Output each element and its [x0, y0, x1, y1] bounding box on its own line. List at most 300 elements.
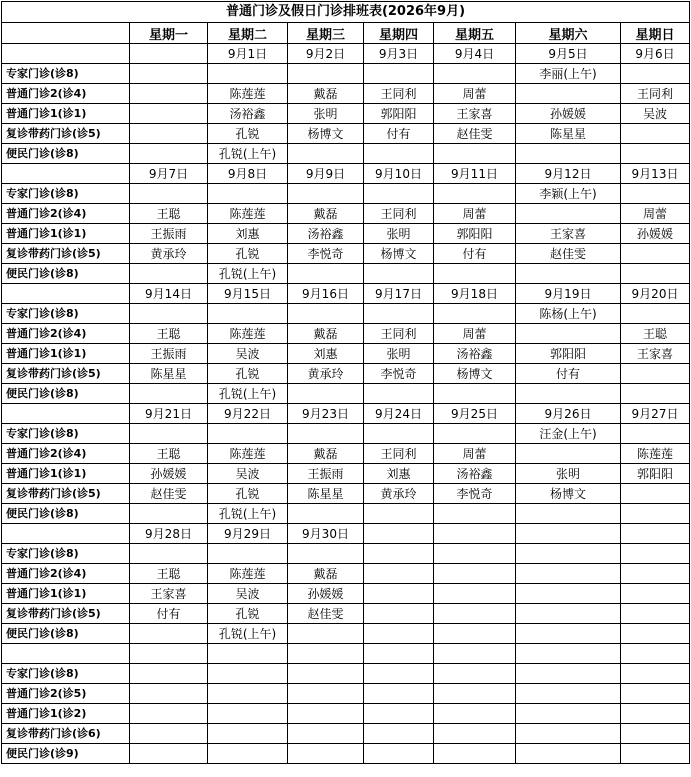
doctor-cell [130, 724, 208, 744]
doctor-cell: 张明 [516, 464, 621, 484]
doctor-cell: 张明 [364, 224, 434, 244]
doctor-cell [364, 264, 434, 284]
doctor-cell: 陈杨(上午) [516, 304, 621, 324]
doctor-cell: 张明 [288, 104, 364, 124]
date-cell [288, 644, 364, 664]
date-row [2, 404, 690, 424]
doctor-cell [288, 724, 364, 744]
doctor-cell [208, 424, 288, 444]
date-row-label [2, 284, 130, 304]
clinic-label: 复诊带药门诊(诊5) [2, 124, 130, 144]
doctor-cell [621, 544, 690, 564]
doctor-cell [288, 64, 364, 84]
doctor-cell [621, 604, 690, 624]
date-cell: 9月18日 [434, 284, 516, 304]
date-cell: 9月27日 [621, 404, 690, 424]
doctor-cell: 王聪 [130, 564, 208, 584]
doctor-cell [130, 144, 208, 164]
doctor-cell [364, 144, 434, 164]
doctor-cell [208, 184, 288, 204]
date-row-label [2, 164, 130, 184]
schedule-row [2, 564, 690, 584]
schedule-row [2, 344, 690, 364]
doctor-cell [621, 584, 690, 604]
date-cell: 9月29日 [208, 524, 288, 544]
schedule-row [2, 264, 690, 284]
doctor-cell: 黄承玲 [130, 244, 208, 264]
doctor-cell [130, 504, 208, 524]
doctor-cell: 王家喜 [516, 224, 621, 244]
date-cell: 9月10日 [364, 164, 434, 184]
doctor-cell [288, 264, 364, 284]
doctor-cell: 杨博文 [288, 124, 364, 144]
date-cell [434, 644, 516, 664]
clinic-label: 普通门诊2(诊5) [2, 684, 130, 704]
doctor-cell [130, 124, 208, 144]
schedule-row [2, 684, 690, 704]
weekday-header: 星期二 [208, 23, 288, 44]
doctor-cell [516, 564, 621, 584]
date-row [2, 524, 690, 544]
doctor-cell: 王聪 [621, 324, 690, 344]
doctor-cell [208, 304, 288, 324]
date-cell [621, 644, 690, 664]
date-cell: 9月4日 [434, 44, 516, 64]
doctor-cell: 陈莲莲 [621, 444, 690, 464]
doctor-cell [621, 64, 690, 84]
date-cell: 9月23日 [288, 404, 364, 424]
clinic-label: 普通门诊1(诊1) [2, 104, 130, 124]
doctor-cell: 吴波 [208, 464, 288, 484]
date-cell [364, 644, 434, 664]
doctor-cell: 孔锐(上午) [208, 504, 288, 524]
doctor-cell [516, 544, 621, 564]
date-cell: 9月9日 [288, 164, 364, 184]
doctor-cell [621, 724, 690, 744]
date-cell [130, 644, 208, 664]
doctor-cell [621, 664, 690, 684]
corner-cell [2, 23, 130, 44]
doctor-cell [434, 144, 516, 164]
date-cell: 9月28日 [130, 524, 208, 544]
doctor-cell [130, 684, 208, 704]
doctor-cell [621, 424, 690, 444]
doctor-cell [434, 264, 516, 284]
doctor-cell [434, 584, 516, 604]
date-cell: 9月25日 [434, 404, 516, 424]
doctor-cell [288, 504, 364, 524]
doctor-cell: 孙媛媛 [621, 224, 690, 244]
doctor-cell [434, 744, 516, 764]
schedule-row [2, 744, 690, 764]
doctor-cell: 刘惠 [288, 344, 364, 364]
doctor-cell: 赵佳雯 [434, 124, 516, 144]
schedule-row [2, 604, 690, 624]
schedule-row [2, 704, 690, 724]
doctor-cell [130, 264, 208, 284]
schedule-row [2, 364, 690, 384]
schedule-row [2, 144, 690, 164]
doctor-cell: 汪金(上午) [516, 424, 621, 444]
schedule-row [2, 584, 690, 604]
doctor-cell [364, 424, 434, 444]
doctor-cell [516, 264, 621, 284]
doctor-cell [364, 64, 434, 84]
doctor-cell: 陈星星 [516, 124, 621, 144]
doctor-cell [364, 604, 434, 624]
doctor-cell: 周蕾 [434, 444, 516, 464]
date-cell: 9月16日 [288, 284, 364, 304]
doctor-cell [516, 324, 621, 344]
clinic-label: 普通门诊1(诊1) [2, 344, 130, 364]
doctor-cell: 陈莲莲 [208, 564, 288, 584]
date-cell: 9月7日 [130, 164, 208, 184]
date-cell: 9月30日 [288, 524, 364, 544]
date-row [2, 164, 690, 184]
doctor-cell [621, 564, 690, 584]
doctor-cell: 王家喜 [434, 104, 516, 124]
doctor-cell [516, 584, 621, 604]
schedule-row [2, 724, 690, 744]
doctor-cell [288, 624, 364, 644]
doctor-cell [434, 624, 516, 644]
doctor-cell [516, 144, 621, 164]
doctor-cell: 孔锐(上午) [208, 624, 288, 644]
doctor-cell: 付有 [130, 604, 208, 624]
doctor-cell: 杨博文 [434, 364, 516, 384]
schedule-row [2, 624, 690, 644]
schedule-row [2, 124, 690, 144]
schedule-row [2, 304, 690, 324]
doctor-cell: 王聪 [130, 444, 208, 464]
schedule-row [2, 84, 690, 104]
doctor-cell [130, 384, 208, 404]
doctor-cell [364, 384, 434, 404]
date-cell [516, 524, 621, 544]
date-cell: 9月14日 [130, 284, 208, 304]
date-cell [208, 644, 288, 664]
doctor-cell: 戴磊 [288, 564, 364, 584]
clinic-label: 普通门诊1(诊1) [2, 584, 130, 604]
date-row-label [2, 404, 130, 424]
clinic-label: 普通门诊2(诊4) [2, 444, 130, 464]
doctor-cell: 郭阳阳 [364, 104, 434, 124]
doctor-cell [288, 684, 364, 704]
date-cell: 9月22日 [208, 404, 288, 424]
doctor-cell: 王振雨 [130, 344, 208, 364]
doctor-cell [434, 184, 516, 204]
date-cell: 9月24日 [364, 404, 434, 424]
doctor-cell [130, 704, 208, 724]
date-cell: 9月15日 [208, 284, 288, 304]
date-row [2, 284, 690, 304]
doctor-cell [621, 144, 690, 164]
schedule-row [2, 244, 690, 264]
clinic-label: 专家门诊(诊8) [2, 544, 130, 564]
date-cell [516, 644, 621, 664]
doctor-cell [434, 64, 516, 84]
doctor-cell: 李颖(上午) [516, 184, 621, 204]
doctor-cell: 孔锐(上午) [208, 264, 288, 284]
doctor-cell: 汤裕鑫 [288, 224, 364, 244]
doctor-cell [516, 624, 621, 644]
clinic-label: 复诊带药门诊(诊5) [2, 604, 130, 624]
doctor-cell [288, 184, 364, 204]
schedule-row [2, 204, 690, 224]
doctor-cell [434, 604, 516, 624]
date-cell: 9月21日 [130, 404, 208, 424]
weekday-header: 星期五 [434, 23, 516, 44]
doctor-cell [516, 604, 621, 624]
clinic-label: 普通门诊1(诊2) [2, 704, 130, 724]
doctor-cell: 戴磊 [288, 324, 364, 344]
doctor-cell: 王同利 [364, 444, 434, 464]
doctor-cell: 孔锐 [208, 124, 288, 144]
doctor-cell: 周蕾 [434, 324, 516, 344]
date-cell: 9月26日 [516, 404, 621, 424]
doctor-cell [208, 544, 288, 564]
doctor-cell [208, 704, 288, 724]
doctor-cell [130, 64, 208, 84]
doctor-cell [288, 144, 364, 164]
doctor-cell: 孙媛媛 [288, 584, 364, 604]
doctor-cell: 王同利 [364, 84, 434, 104]
doctor-cell [130, 624, 208, 644]
doctor-cell [434, 684, 516, 704]
doctor-cell: 王同利 [364, 324, 434, 344]
doctor-cell [516, 664, 621, 684]
schedule-row [2, 184, 690, 204]
doctor-cell: 孙媛媛 [130, 464, 208, 484]
schedule-row [2, 664, 690, 684]
date-cell: 9月20日 [621, 284, 690, 304]
doctor-cell [621, 744, 690, 764]
doctor-cell [621, 684, 690, 704]
doctor-cell [621, 184, 690, 204]
clinic-label: 专家门诊(诊8) [2, 184, 130, 204]
doctor-cell: 王家喜 [621, 344, 690, 364]
doctor-cell [516, 724, 621, 744]
doctor-cell: 周蕾 [434, 204, 516, 224]
doctor-cell: 李悦奇 [364, 364, 434, 384]
doctor-cell [364, 504, 434, 524]
doctor-cell [621, 364, 690, 384]
doctor-cell: 陈莲莲 [208, 444, 288, 464]
doctor-cell: 黄承玲 [364, 484, 434, 504]
clinic-label: 复诊带药门诊(诊5) [2, 484, 130, 504]
doctor-cell [364, 684, 434, 704]
schedule-row [2, 64, 690, 84]
doctor-cell: 吴波 [621, 104, 690, 124]
doctor-cell: 付有 [434, 244, 516, 264]
doctor-cell: 孔锐 [208, 364, 288, 384]
schedule-row [2, 544, 690, 564]
doctor-cell: 周蕾 [621, 204, 690, 224]
doctor-cell [130, 424, 208, 444]
clinic-label: 便民门诊(诊8) [2, 144, 130, 164]
clinic-label: 普通门诊2(诊4) [2, 84, 130, 104]
doctor-cell: 孔锐(上午) [208, 384, 288, 404]
schedule-row [2, 224, 690, 244]
doctor-cell: 赵佳雯 [288, 604, 364, 624]
date-cell: 9月5日 [516, 44, 621, 64]
doctor-cell: 戴磊 [288, 204, 364, 224]
doctor-cell: 吴波 [208, 584, 288, 604]
doctor-cell: 黄承玲 [288, 364, 364, 384]
schedule-row [2, 484, 690, 504]
doctor-cell: 孔锐 [208, 604, 288, 624]
doctor-cell: 陈莲莲 [208, 204, 288, 224]
doctor-cell [621, 704, 690, 724]
clinic-label: 便民门诊(诊8) [2, 384, 130, 404]
doctor-cell: 孔锐 [208, 484, 288, 504]
schedule-row [2, 104, 690, 124]
date-row-label [2, 44, 130, 64]
doctor-cell [434, 664, 516, 684]
doctor-cell [434, 504, 516, 524]
doctor-cell: 王振雨 [288, 464, 364, 484]
doctor-cell [516, 384, 621, 404]
date-cell [434, 524, 516, 544]
doctor-cell: 王振雨 [130, 224, 208, 244]
doctor-cell [288, 544, 364, 564]
doctor-cell [288, 304, 364, 324]
doctor-cell: 汤裕鑫 [434, 464, 516, 484]
schedule-table [1, 1, 690, 764]
doctor-cell [621, 484, 690, 504]
doctor-cell: 刘惠 [208, 224, 288, 244]
doctor-cell: 孔锐 [208, 244, 288, 264]
date-cell: 9月12日 [516, 164, 621, 184]
clinic-label: 专家门诊(诊8) [2, 304, 130, 324]
doctor-cell [516, 684, 621, 704]
doctor-cell [288, 744, 364, 764]
doctor-cell [208, 684, 288, 704]
doctor-cell [364, 664, 434, 684]
date-cell: 9月13日 [621, 164, 690, 184]
doctor-cell [364, 704, 434, 724]
schedule-row [2, 324, 690, 344]
doctor-cell [130, 104, 208, 124]
doctor-cell [434, 304, 516, 324]
doctor-cell: 孙媛媛 [516, 104, 621, 124]
doctor-cell [364, 724, 434, 744]
doctor-cell: 郭阳阳 [621, 464, 690, 484]
clinic-label: 便民门诊(诊8) [2, 504, 130, 524]
doctor-cell: 王聪 [130, 324, 208, 344]
doctor-cell [621, 384, 690, 404]
doctor-cell [364, 744, 434, 764]
doctor-cell [516, 704, 621, 724]
doctor-cell [288, 664, 364, 684]
date-cell [130, 44, 208, 64]
schedule-row [2, 464, 690, 484]
doctor-cell [434, 544, 516, 564]
doctor-cell: 赵佳雯 [516, 244, 621, 264]
date-row-label [2, 644, 130, 664]
doctor-cell [434, 704, 516, 724]
clinic-label: 复诊带药门诊(诊6) [2, 724, 130, 744]
clinic-label: 专家门诊(诊8) [2, 424, 130, 444]
doctor-cell: 李悦奇 [434, 484, 516, 504]
date-row-label [2, 524, 130, 544]
schedule-row [2, 504, 690, 524]
date-cell: 9月6日 [621, 44, 690, 64]
doctor-cell [516, 504, 621, 524]
clinic-label: 专家门诊(诊8) [2, 664, 130, 684]
date-cell [364, 524, 434, 544]
weekday-header: 星期一 [130, 23, 208, 44]
doctor-cell: 郭阳阳 [516, 344, 621, 364]
schedule-row [2, 424, 690, 444]
doctor-cell: 王同利 [621, 84, 690, 104]
doctor-cell [364, 584, 434, 604]
doctor-cell: 付有 [516, 364, 621, 384]
doctor-cell [208, 664, 288, 684]
doctor-cell [434, 384, 516, 404]
clinic-label: 普通门诊2(诊4) [2, 564, 130, 584]
doctor-cell: 陈莲莲 [208, 324, 288, 344]
table-title: 普通门诊及假日门诊排班表(2026年9月) [2, 2, 690, 23]
doctor-cell [364, 624, 434, 644]
doctor-cell [621, 244, 690, 264]
weekday-header: 星期四 [364, 23, 434, 44]
doctor-cell [130, 744, 208, 764]
date-cell: 9月17日 [364, 284, 434, 304]
doctor-cell: 张明 [364, 344, 434, 364]
doctor-cell: 赵佳雯 [130, 484, 208, 504]
doctor-cell [288, 384, 364, 404]
doctor-cell: 周蕾 [434, 84, 516, 104]
doctor-cell: 杨博文 [364, 244, 434, 264]
doctor-cell: 吴波 [208, 344, 288, 364]
doctor-cell: 王同利 [364, 204, 434, 224]
clinic-label: 复诊带药门诊(诊5) [2, 244, 130, 264]
doctor-cell [364, 184, 434, 204]
clinic-label: 专家门诊(诊8) [2, 64, 130, 84]
date-cell: 9月8日 [208, 164, 288, 184]
doctor-cell: 付有 [364, 124, 434, 144]
doctor-cell [434, 564, 516, 584]
schedule-row [2, 444, 690, 464]
doctor-cell [621, 264, 690, 284]
doctor-cell [516, 84, 621, 104]
weekday-header: 星期日 [621, 23, 690, 44]
doctor-cell [364, 304, 434, 324]
weekday-header: 星期六 [516, 23, 621, 44]
date-cell: 9月19日 [516, 284, 621, 304]
doctor-cell [130, 664, 208, 684]
doctor-cell [208, 744, 288, 764]
schedule-row [2, 384, 690, 404]
doctor-cell [364, 564, 434, 584]
doctor-cell: 汤裕鑫 [208, 104, 288, 124]
doctor-cell [130, 304, 208, 324]
doctor-cell: 陈星星 [288, 484, 364, 504]
date-cell: 9月1日 [208, 44, 288, 64]
doctor-cell: 孔锐(上午) [208, 144, 288, 164]
doctor-cell [208, 64, 288, 84]
date-cell: 9月3日 [364, 44, 434, 64]
clinic-label: 便民门诊(诊8) [2, 264, 130, 284]
doctor-cell: 郭阳阳 [434, 224, 516, 244]
doctor-cell [130, 544, 208, 564]
weekday-header: 星期三 [288, 23, 364, 44]
doctor-cell [621, 124, 690, 144]
doctor-cell [208, 724, 288, 744]
clinic-label: 普通门诊1(诊1) [2, 224, 130, 244]
doctor-cell [621, 304, 690, 324]
